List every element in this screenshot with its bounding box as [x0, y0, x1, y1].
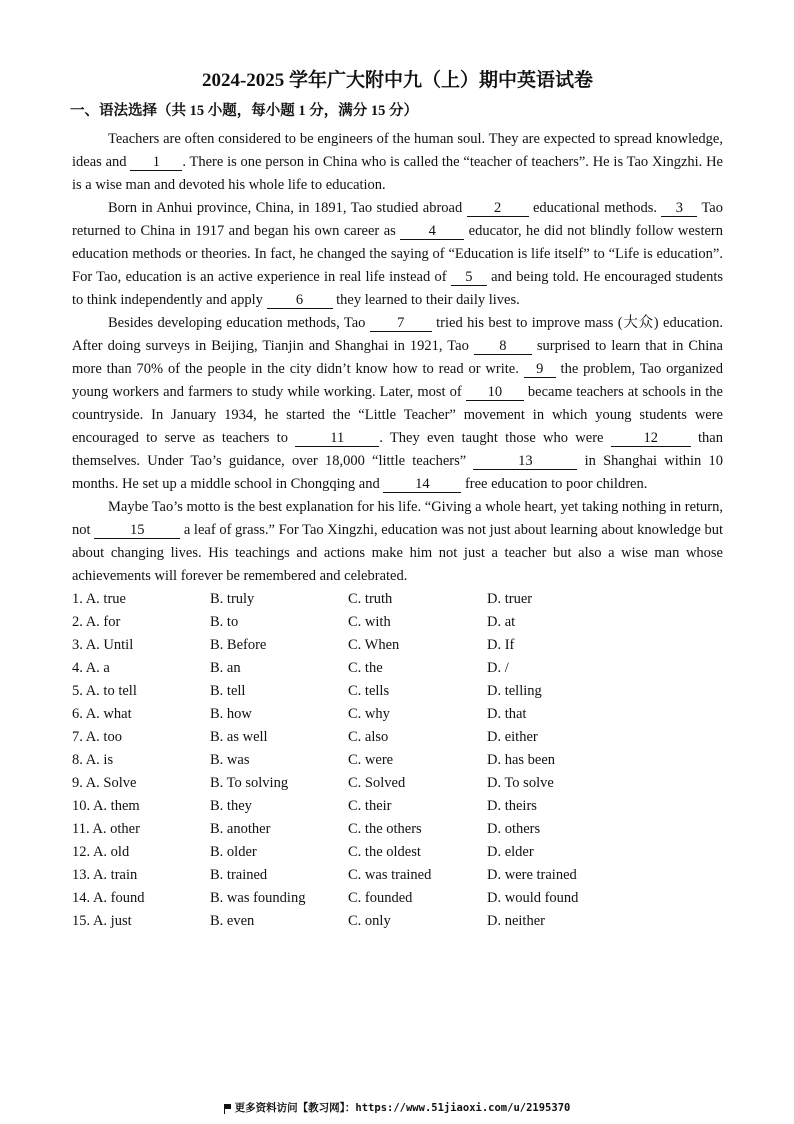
- option-6-b[interactable]: B. how: [210, 706, 252, 722]
- exam-page: [72, 68, 723, 933]
- option-1-d[interactable]: D. truer: [487, 591, 533, 607]
- question-row: [72, 611, 723, 634]
- question-row: [72, 910, 723, 933]
- passage: [72, 128, 723, 588]
- blank-6[interactable]: 6: [267, 292, 333, 309]
- option-8-d[interactable]: D. has been: [487, 752, 556, 768]
- option-6-d[interactable]: D. that: [487, 706, 527, 722]
- question-row: [72, 818, 723, 841]
- passage-text: . They even taught those who were: [379, 430, 611, 446]
- option-12-b[interactable]: B. older: [210, 844, 257, 860]
- question-row: [72, 703, 723, 726]
- option-1-c[interactable]: C. truth: [348, 591, 393, 607]
- flag-icon: [224, 1104, 232, 1112]
- option-9-d[interactable]: D. To solve: [487, 775, 554, 791]
- passage-text: became teachers at schools in the countryside. In January 1934, he started the “Little Teacher” movement in which young students were encouraged to serve as teachers to: [72, 384, 723, 446]
- option-5-c[interactable]: C. tells: [348, 683, 390, 699]
- passage-paragraph: [72, 128, 723, 197]
- passage-text: than themselves. Under Tao’s guidance, over 18,000 “little teachers”: [72, 430, 723, 469]
- option-9-c[interactable]: C. Solved: [348, 775, 406, 791]
- passage-text: free education to poor children.: [461, 476, 648, 492]
- option-10-a[interactable]: 10. A. them: [72, 798, 140, 814]
- option-4-b[interactable]: B. an: [210, 660, 241, 676]
- option-14-d[interactable]: D. would found: [487, 890, 579, 906]
- question-row: [72, 588, 723, 611]
- question-row: [72, 657, 723, 680]
- passage-text: a leaf of grass.” For Tao Xingzhi, education was not just about learning about knowledge but about changing lives. His teachings and actions make him not just a teacher but also a wise man whose achievements will forever be remembered and celebrated.: [72, 522, 723, 584]
- section-heading: 一、语法选择（共 15 小题，每小题 1 分，满分 15 分）: [70, 103, 418, 119]
- question-row: [72, 772, 723, 795]
- blank-5[interactable]: 5: [451, 269, 487, 286]
- footer: [0, 1100, 794, 1115]
- option-13-a[interactable]: 13. A. train: [72, 867, 138, 883]
- blank-8[interactable]: 8: [474, 338, 532, 355]
- passage-text: tried his best to improve mass (大众) education. After doing surveys in Beijing, Tianjin and Shanghai in 1921, Tao: [72, 315, 723, 354]
- option-2-a[interactable]: 2. A. for: [72, 614, 121, 630]
- option-15-c[interactable]: C. only: [348, 913, 391, 929]
- blank-1[interactable]: 1: [130, 154, 182, 171]
- option-6-a[interactable]: 6. A. what: [72, 706, 132, 722]
- option-10-b[interactable]: B. they: [210, 798, 252, 814]
- option-9-b[interactable]: B. To solving: [210, 775, 289, 791]
- blank-9[interactable]: 9: [524, 361, 556, 378]
- option-15-a[interactable]: 15. A. just: [72, 913, 132, 929]
- passage-text: and being told. He encouraged students to think independently and apply: [72, 269, 724, 308]
- passage-paragraph: [72, 496, 723, 588]
- passage-text: Teachers are often considered to be engineers of the human soul. They are expected to spread knowledge, ideas and: [72, 131, 723, 170]
- option-15-d[interactable]: D. neither: [487, 913, 545, 929]
- passage-text: Born in Anhui province, China, in 1891, Tao studied abroad: [108, 200, 467, 216]
- question-row: [72, 680, 723, 703]
- blank-14[interactable]: 14: [383, 476, 461, 493]
- option-3-a[interactable]: 3. A. Until: [72, 637, 134, 653]
- option-5-b[interactable]: B. tell: [210, 683, 246, 699]
- blank-3[interactable]: 3: [661, 200, 697, 217]
- option-11-c[interactable]: C. the others: [348, 821, 422, 837]
- option-12-c[interactable]: C. the oldest: [348, 844, 421, 860]
- blank-4[interactable]: 4: [400, 223, 464, 240]
- option-13-d[interactable]: D. were trained: [487, 867, 577, 883]
- exam-title: 2024-2025 学年广大附中九（上）期中英语试卷: [201, 70, 594, 91]
- passage-text: Tao returned to China in 1917 and began his own career as: [72, 200, 723, 239]
- option-7-d[interactable]: D. either: [487, 729, 538, 745]
- question-row: [72, 749, 723, 772]
- option-12-a[interactable]: 12. A. old: [72, 844, 130, 860]
- option-2-d[interactable]: D. at: [487, 614, 516, 630]
- option-9-a[interactable]: 9. A. Solve: [72, 775, 137, 791]
- question-row: [72, 634, 723, 657]
- option-8-c[interactable]: C. were: [348, 752, 394, 768]
- passage-text: educational methods.: [528, 200, 662, 216]
- option-14-b[interactable]: B. was founding: [210, 890, 306, 906]
- option-4-a[interactable]: 4. A. a: [72, 660, 110, 676]
- passage-text: in Shanghai within 10 months. He set up a middle school in Chongqing and: [72, 453, 723, 492]
- option-11-a[interactable]: 11. A. other: [72, 821, 140, 837]
- blank-11[interactable]: 11: [295, 430, 379, 447]
- option-8-a[interactable]: 8. A. is: [72, 752, 114, 768]
- passage-paragraph: [72, 312, 723, 496]
- option-11-b[interactable]: B. another: [210, 821, 271, 837]
- passage-text: the problem, Tao organized young workers and farmers to study while working. Later, most of: [72, 361, 723, 400]
- option-13-b[interactable]: B. trained: [210, 867, 268, 883]
- option-12-d[interactable]: D. elder: [487, 844, 534, 860]
- option-10-c[interactable]: C. their: [348, 798, 392, 814]
- option-3-d[interactable]: D. If: [487, 637, 515, 653]
- passage-text: they learned to their daily lives.: [332, 292, 520, 308]
- option-1-b[interactable]: B. truly: [210, 591, 255, 607]
- option-7-b[interactable]: B. as well: [210, 729, 268, 745]
- passage-text: Maybe Tao’s motto is the best explanation for his life. “Giving a whole heart, yet taking nothing in return, not: [72, 499, 723, 538]
- passage-text: Besides developing education methods, Tao: [108, 315, 370, 331]
- option-11-d[interactable]: D. others: [487, 821, 541, 837]
- blank-2[interactable]: 2: [467, 200, 529, 217]
- option-4-c[interactable]: C. the: [348, 660, 383, 676]
- footer-text[interactable]: 更多资料访问【教习网】：https://www.51jiaoxi.com/u/2195370: [234, 1102, 571, 1114]
- option-6-c[interactable]: C. why: [348, 706, 390, 722]
- option-4-d[interactable]: D. /: [487, 660, 509, 676]
- option-15-b[interactable]: B. even: [210, 913, 255, 929]
- blank-15[interactable]: 15: [94, 522, 180, 539]
- question-row: [72, 864, 723, 887]
- option-2-c[interactable]: C. with: [348, 614, 391, 630]
- option-1-a[interactable]: 1. A. true: [72, 591, 126, 607]
- passage-paragraph: [72, 197, 723, 312]
- passage-text: . There is one person in China who is called the “teacher of teachers”. He is Tao Xingzhi. He is a wise man and devoted his whole life to education.: [72, 154, 723, 193]
- option-7-c[interactable]: C. also: [348, 729, 389, 745]
- option-10-d[interactable]: D. theirs: [487, 798, 537, 814]
- option-14-c[interactable]: C. founded: [348, 890, 413, 906]
- option-14-a[interactable]: 14. A. found: [72, 890, 145, 906]
- blank-7[interactable]: 7: [370, 315, 432, 332]
- question-row: [72, 841, 723, 864]
- passage-text: surprised to learn that in China more than 70% of the people in the city didn’t know how to read or write.: [72, 338, 723, 377]
- option-7-a[interactable]: 7. A. too: [72, 729, 122, 745]
- blank-10[interactable]: 10: [466, 384, 524, 401]
- option-2-b[interactable]: B. to: [210, 614, 239, 630]
- option-3-c[interactable]: C. When: [348, 637, 400, 653]
- question-row: [72, 795, 723, 818]
- option-3-b[interactable]: B. Before: [210, 637, 267, 653]
- option-8-b[interactable]: B. was: [210, 752, 250, 768]
- question-row: [72, 726, 723, 749]
- option-5-d[interactable]: D. telling: [487, 683, 542, 699]
- blank-12[interactable]: 12: [611, 430, 691, 447]
- option-5-a[interactable]: 5. A. to tell: [72, 683, 137, 699]
- blank-13[interactable]: 13: [473, 453, 577, 470]
- question-row: [72, 887, 723, 910]
- options-list: [72, 588, 723, 933]
- passage-text: educator, he did not blindly follow western education methods or theories. In fact, he changed the saying of “Education is life itself” to “Life is education”. For Tao, education is an active experience in real life instead of: [72, 223, 723, 285]
- option-13-c[interactable]: C. was trained: [348, 867, 432, 883]
